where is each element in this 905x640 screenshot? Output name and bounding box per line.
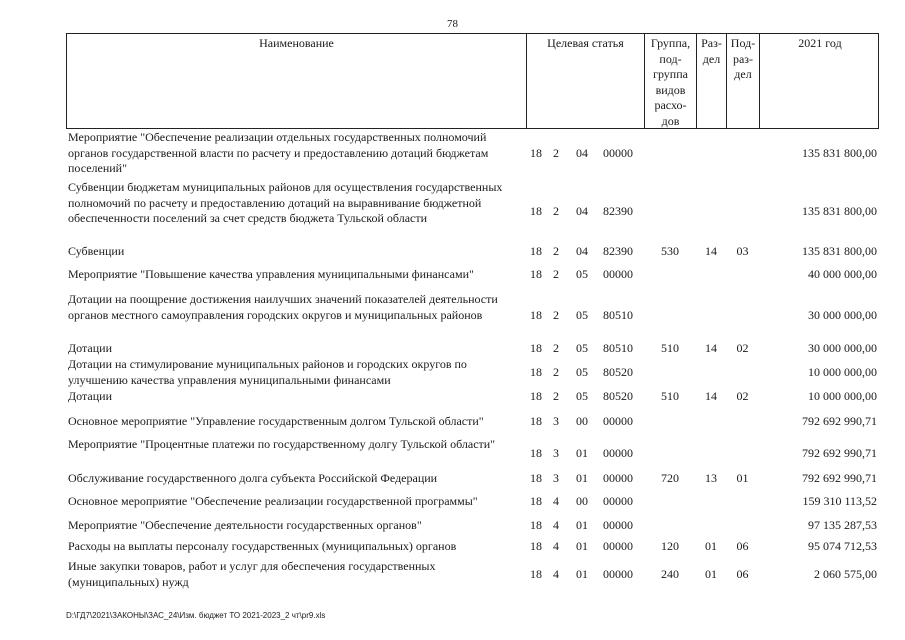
row-grp: 120 [661,539,679,553]
row-c3: 01 [576,471,588,485]
header-target: Целевая статья [527,34,645,128]
row-c1: 18 [530,244,542,258]
table-row [66,414,879,429]
row-c4: 82390 [603,244,633,258]
row-c4: 00000 [603,518,633,532]
row-c3: 05 [576,267,588,281]
row-c3: 01 [576,567,588,581]
row-name: Основное мероприятие "Управление государственным долгом Тульской области" [68,414,484,428]
row-c4: 00000 [603,539,633,553]
row-c3: 04 [576,244,588,258]
table-row [66,244,879,259]
row-c2: 3 [553,471,559,485]
row-c3: 01 [576,539,588,553]
table-row [66,292,879,339]
table-row [66,539,879,554]
row-c2: 2 [553,267,559,281]
row-c4: 00000 [603,146,633,160]
row-c1: 18 [530,389,542,403]
row-c2: 4 [553,518,559,532]
row-amount: 40 000 000,00 [808,267,877,281]
row-c1: 18 [530,567,542,581]
row-c3: 04 [576,146,588,160]
row-c1: 18 [530,494,542,508]
table-header [66,33,879,129]
row-name: Субвенции [68,244,125,258]
row-c4: 00000 [603,267,633,281]
row-name: Иные закупки товаров, работ и услуг для обеспечения государственных (муниципальных) нужд [68,559,436,589]
row-c3: 05 [576,389,588,403]
header-year: 2021 год [798,36,842,50]
row-name: Мероприятие "Обеспечение реализации отдельных государственных полномочий органов государственной власти по расчету и предоставлению дотаций бюджетам поселений" [68,130,489,175]
row-c4: 80520 [603,365,633,379]
row-c1: 18 [530,414,542,428]
row-c3: 01 [576,446,588,460]
row-c1: 18 [530,146,542,160]
row-grp: 720 [661,471,679,485]
row-amount: 135 831 800,00 [802,244,877,258]
row-name: Дотации на поощрение достижения наилучших значений показателей деятельности органов местного самоуправления городских округов и муниципальных районов [68,292,498,322]
row-amount: 95 074 712,53 [808,539,877,553]
row-c1: 18 [530,267,542,281]
row-sec: 01 [705,567,717,581]
row-sec: 13 [705,471,717,485]
row-c4: 00000 [603,446,633,460]
table-row [66,267,879,282]
row-amount: 30 000 000,00 [808,341,877,355]
row-amount: 10 000 000,00 [808,389,877,403]
row-amount: 792 692 990,71 [802,446,877,460]
row-amount: 30 000 000,00 [808,308,877,322]
row-c2: 2 [553,365,559,379]
row-sec: 14 [705,389,717,403]
row-c1: 18 [530,518,542,532]
row-c1: 18 [530,446,542,460]
table-row [66,130,879,177]
row-sub: 06 [736,539,749,553]
row-c4: 82390 [603,204,633,218]
row-c2: 3 [553,414,559,428]
row-c4: 00000 [603,567,633,581]
row-grp: 240 [661,567,679,581]
row-c2: 2 [553,146,559,160]
row-name: Дотации на стимулирование муниципальных районов и городских округов по улучшению качества управления муниципальными финансами [68,357,467,387]
table-row [66,389,879,404]
row-c2: 2 [553,341,559,355]
row-grp: 530 [661,244,679,258]
row-c2: 4 [553,494,559,508]
header-section: Раз- дел [697,34,727,128]
row-amount: 792 692 990,71 [802,471,877,485]
row-amount: 135 831 800,00 [802,146,877,160]
row-sub: 06 [736,567,749,581]
table-row [66,180,879,242]
row-name: Дотации [68,389,113,403]
row-name: Основное мероприятие "Обеспечение реализации государственной программы" [68,494,478,508]
row-c2: 4 [553,539,559,553]
row-c3: 00 [576,494,588,508]
row-sec: 14 [705,244,717,258]
row-amount: 10 000 000,00 [808,365,877,379]
row-c2: 4 [553,567,559,581]
table-row [66,559,879,590]
row-amount: 2 060 575,00 [814,567,877,581]
row-c1: 18 [530,365,542,379]
header-group: Группа, под- группа видов расхо- дов [645,34,697,128]
row-c4: 00000 [603,471,633,485]
table-row [66,357,879,388]
row-c1: 18 [530,539,542,553]
row-c3: 05 [576,341,588,355]
row-sec: 14 [705,341,717,355]
row-c2: 3 [553,446,559,460]
row-c2: 2 [553,308,559,322]
row-c1: 18 [530,341,542,355]
row-name: Мероприятие "Повышение качества управления муниципальными финансами" [68,267,474,281]
row-name: Мероприятие "Процентные платежи по государственному долгу Тульской области" [68,437,496,451]
row-c3: 01 [576,518,588,532]
row-amount: 135 831 800,00 [802,204,877,218]
row-c4: 80510 [603,341,633,355]
row-sub: 02 [736,341,749,355]
row-grp: 510 [661,341,679,355]
row-grp: 510 [661,389,679,403]
row-c3: 00 [576,414,588,428]
table-row [66,437,879,468]
footer-path: D:\ГД7\2021\ЗАКОНЫ\ЗАС_24\Изм. бюджет ТО 2021-2023_2 чт\pr9.xls [66,611,326,620]
row-amount: 97 135 287,53 [808,518,877,532]
row-c3: 05 [576,365,588,379]
row-c4: 80510 [603,308,633,322]
row-c2: 2 [553,204,559,218]
row-amount: 792 692 990,71 [802,414,877,428]
row-c1: 18 [530,308,542,322]
row-c3: 04 [576,204,588,218]
row-c4: 00000 [603,494,633,508]
row-name: Обслуживание государственного долга субъекта Российской Федерации [68,471,438,485]
page-number: 78 [447,18,458,30]
row-c1: 18 [530,471,542,485]
table-row [66,341,879,356]
row-c3: 05 [576,308,588,322]
table-row [66,471,879,486]
row-amount: 159 310 113,52 [802,494,877,508]
table-row [66,494,879,509]
row-sub: 02 [736,389,749,403]
header-name: Наименование [67,34,527,128]
header-subsection: Под- раз- дел [727,34,760,128]
row-c4: 00000 [603,414,633,428]
row-name: Дотации [68,341,113,355]
row-name: Расходы на выплаты персоналу государственных (муниципальных) органов [68,539,457,553]
row-name: Мероприятие "Обеспечение деятельности государственных органов" [68,518,422,532]
row-sec: 01 [705,539,717,553]
row-c1: 18 [530,204,542,218]
row-name: Субвенции бюджетам муниципальных районов для осуществления государственных полномочий по расчету и предоставлению дотаций на выравнивание бюджетной обеспеченности поселений за счет средств бюджета Тульской области [68,180,503,225]
table-row [66,518,879,533]
row-sub: 01 [736,471,749,485]
row-c4: 80520 [603,389,633,403]
row-c2: 2 [553,244,559,258]
row-sub: 03 [736,244,749,258]
row-c2: 2 [553,389,559,403]
